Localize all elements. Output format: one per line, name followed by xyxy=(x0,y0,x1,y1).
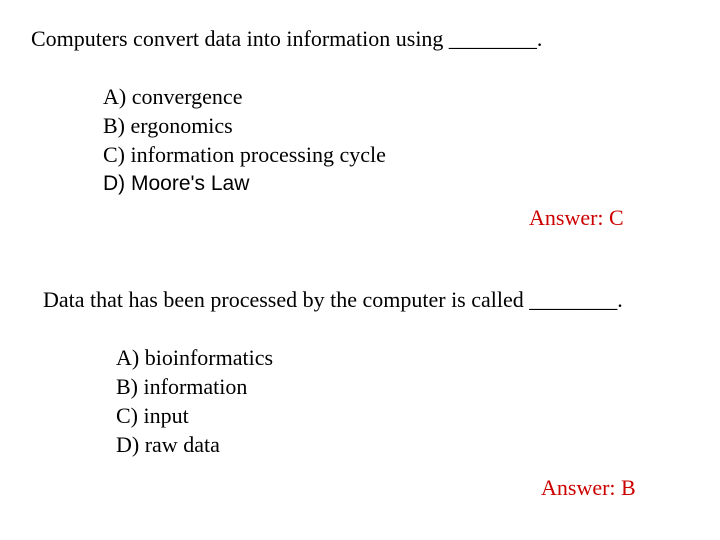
question-1-prompt: Computers convert data into information using ________. xyxy=(31,26,543,51)
question-1-choice-d: D) Moore's Law xyxy=(103,172,250,195)
question-1-choice-c: C) information processing cycle xyxy=(103,142,386,167)
question-1-choice-a: A) convergence xyxy=(103,84,243,109)
question-2-choice-d: D) raw data xyxy=(116,432,220,457)
question-2-choice-c: C) input xyxy=(116,403,189,428)
question-1-choices xyxy=(103,82,386,198)
question-2-prompt: Data that has been processed by the computer is called ________. xyxy=(43,287,623,312)
question-2-choices xyxy=(116,343,273,459)
question-2-answer: Answer: B xyxy=(541,475,636,500)
question-2-choice-b: B) information xyxy=(116,374,248,399)
question-1-choice-b: B) ergonomics xyxy=(103,113,233,138)
question-2-choice-a: A) bioinformatics xyxy=(116,345,274,370)
question-1-answer: Answer: C xyxy=(529,205,624,230)
